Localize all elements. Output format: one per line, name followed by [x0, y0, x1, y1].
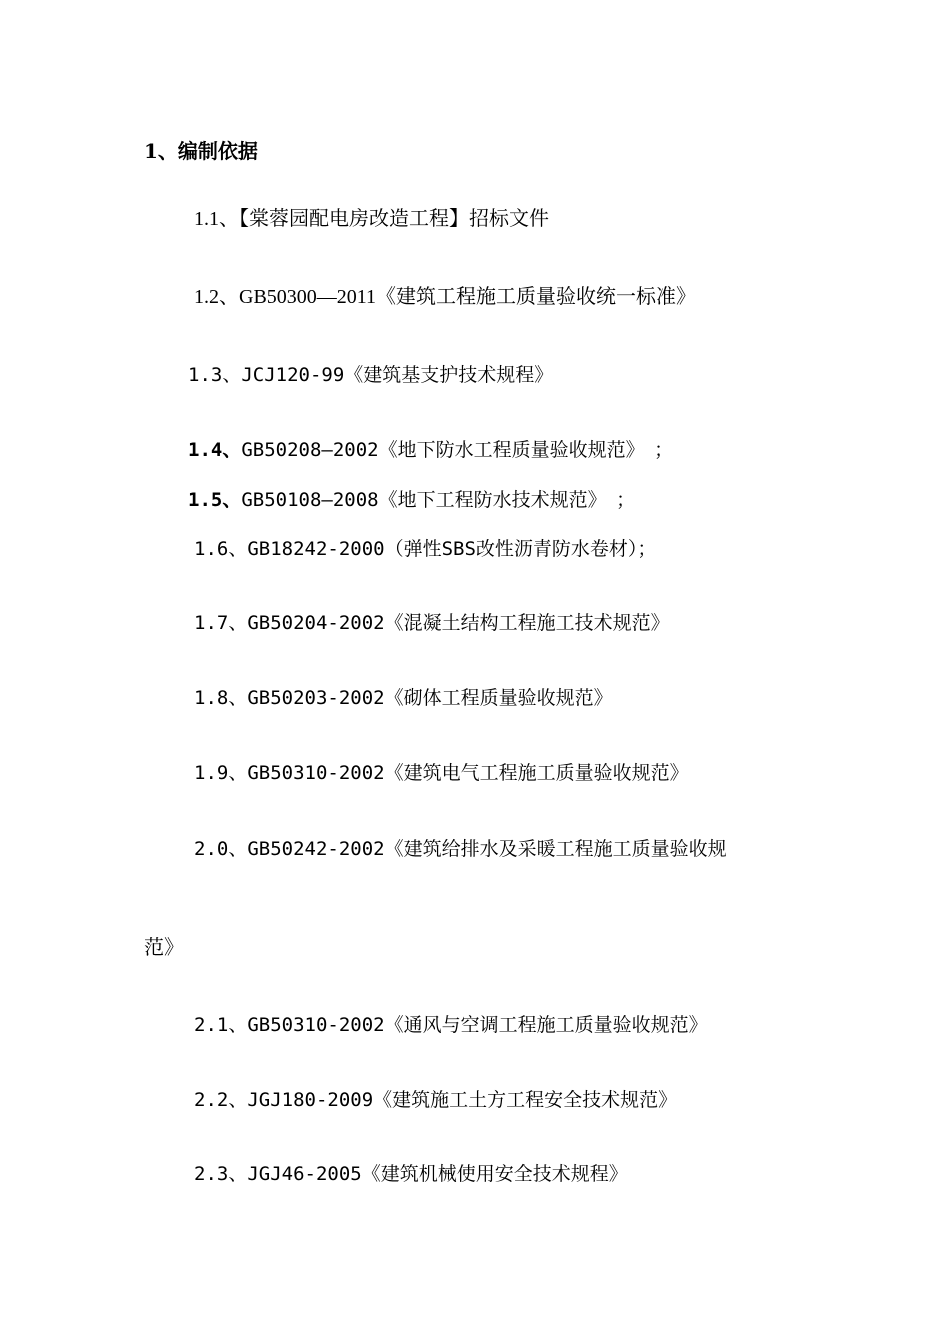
item-text: GB50204-2002《混凝土结构工程施工技术规范》 [247, 612, 670, 634]
item-number: 2.0、 [194, 838, 248, 860]
section-heading: 1、编制依据 [144, 139, 258, 163]
item-text: JGJ180-2009《建筑施工土方工程安全技术规范》 [247, 1089, 678, 1111]
item-number: 1.5、 [188, 489, 242, 511]
list-item [194, 1088, 677, 1112]
item-text: GB50310-2002《建筑电气工程施工质量验收规范》 [247, 762, 689, 784]
list-item [194, 611, 670, 635]
item-text: JCJ120-99《建筑基支护技术规程》 [241, 364, 554, 386]
item-number: 2.1、 [194, 1014, 248, 1036]
item-number: 1.6、 [194, 538, 248, 560]
list-item [188, 488, 635, 512]
list-item [194, 1162, 628, 1186]
item-text: JGJ46-2005《建筑机械使用安全技术规程》 [247, 1163, 628, 1185]
item-number: 2.2、 [194, 1089, 248, 1111]
item-number: 1.8、 [194, 687, 248, 709]
list-item [194, 761, 689, 785]
list-item-continuation [144, 936, 184, 960]
list-item [194, 285, 696, 309]
list-item [194, 837, 727, 861]
item-text: GB50242-2002《建筑给排水及采暖工程施工质量验收规 [247, 838, 727, 860]
item-number: 1.4、 [188, 439, 242, 461]
item-number: 1.7、 [194, 612, 248, 634]
list-item [194, 207, 549, 231]
item-number: 1.2、 [194, 286, 239, 308]
list-item [188, 363, 553, 387]
item-text: 范》 [144, 937, 184, 959]
item-text: GB50310-2002《通风与空调工程施工质量验收规范》 [247, 1014, 708, 1036]
item-text: 【棠蓉园配电房改造工程】招标文件 [239, 208, 549, 230]
item-text: GB18242-2000（弹性SBS改性沥青防水卷材）； [247, 538, 657, 560]
list-item [194, 1013, 708, 1037]
item-text: GB50108—2008《地下工程防水技术规范》 ； [241, 489, 636, 511]
list-item [194, 686, 613, 710]
item-text: GB50300—2011《建筑工程施工质量验收统一标准》 [239, 286, 697, 308]
item-number: 1.9、 [194, 762, 248, 784]
item-number: 2.3、 [194, 1163, 248, 1185]
item-text: GB50208—2002《地下防水工程质量验收规范》 ； [241, 439, 674, 461]
list-item [188, 438, 673, 462]
item-number: 1.3、 [188, 364, 242, 386]
item-text: GB50203-2002《砌体工程质量验收规范》 [247, 687, 613, 709]
list-item [194, 537, 656, 561]
item-number: 1.1、 [194, 208, 239, 230]
